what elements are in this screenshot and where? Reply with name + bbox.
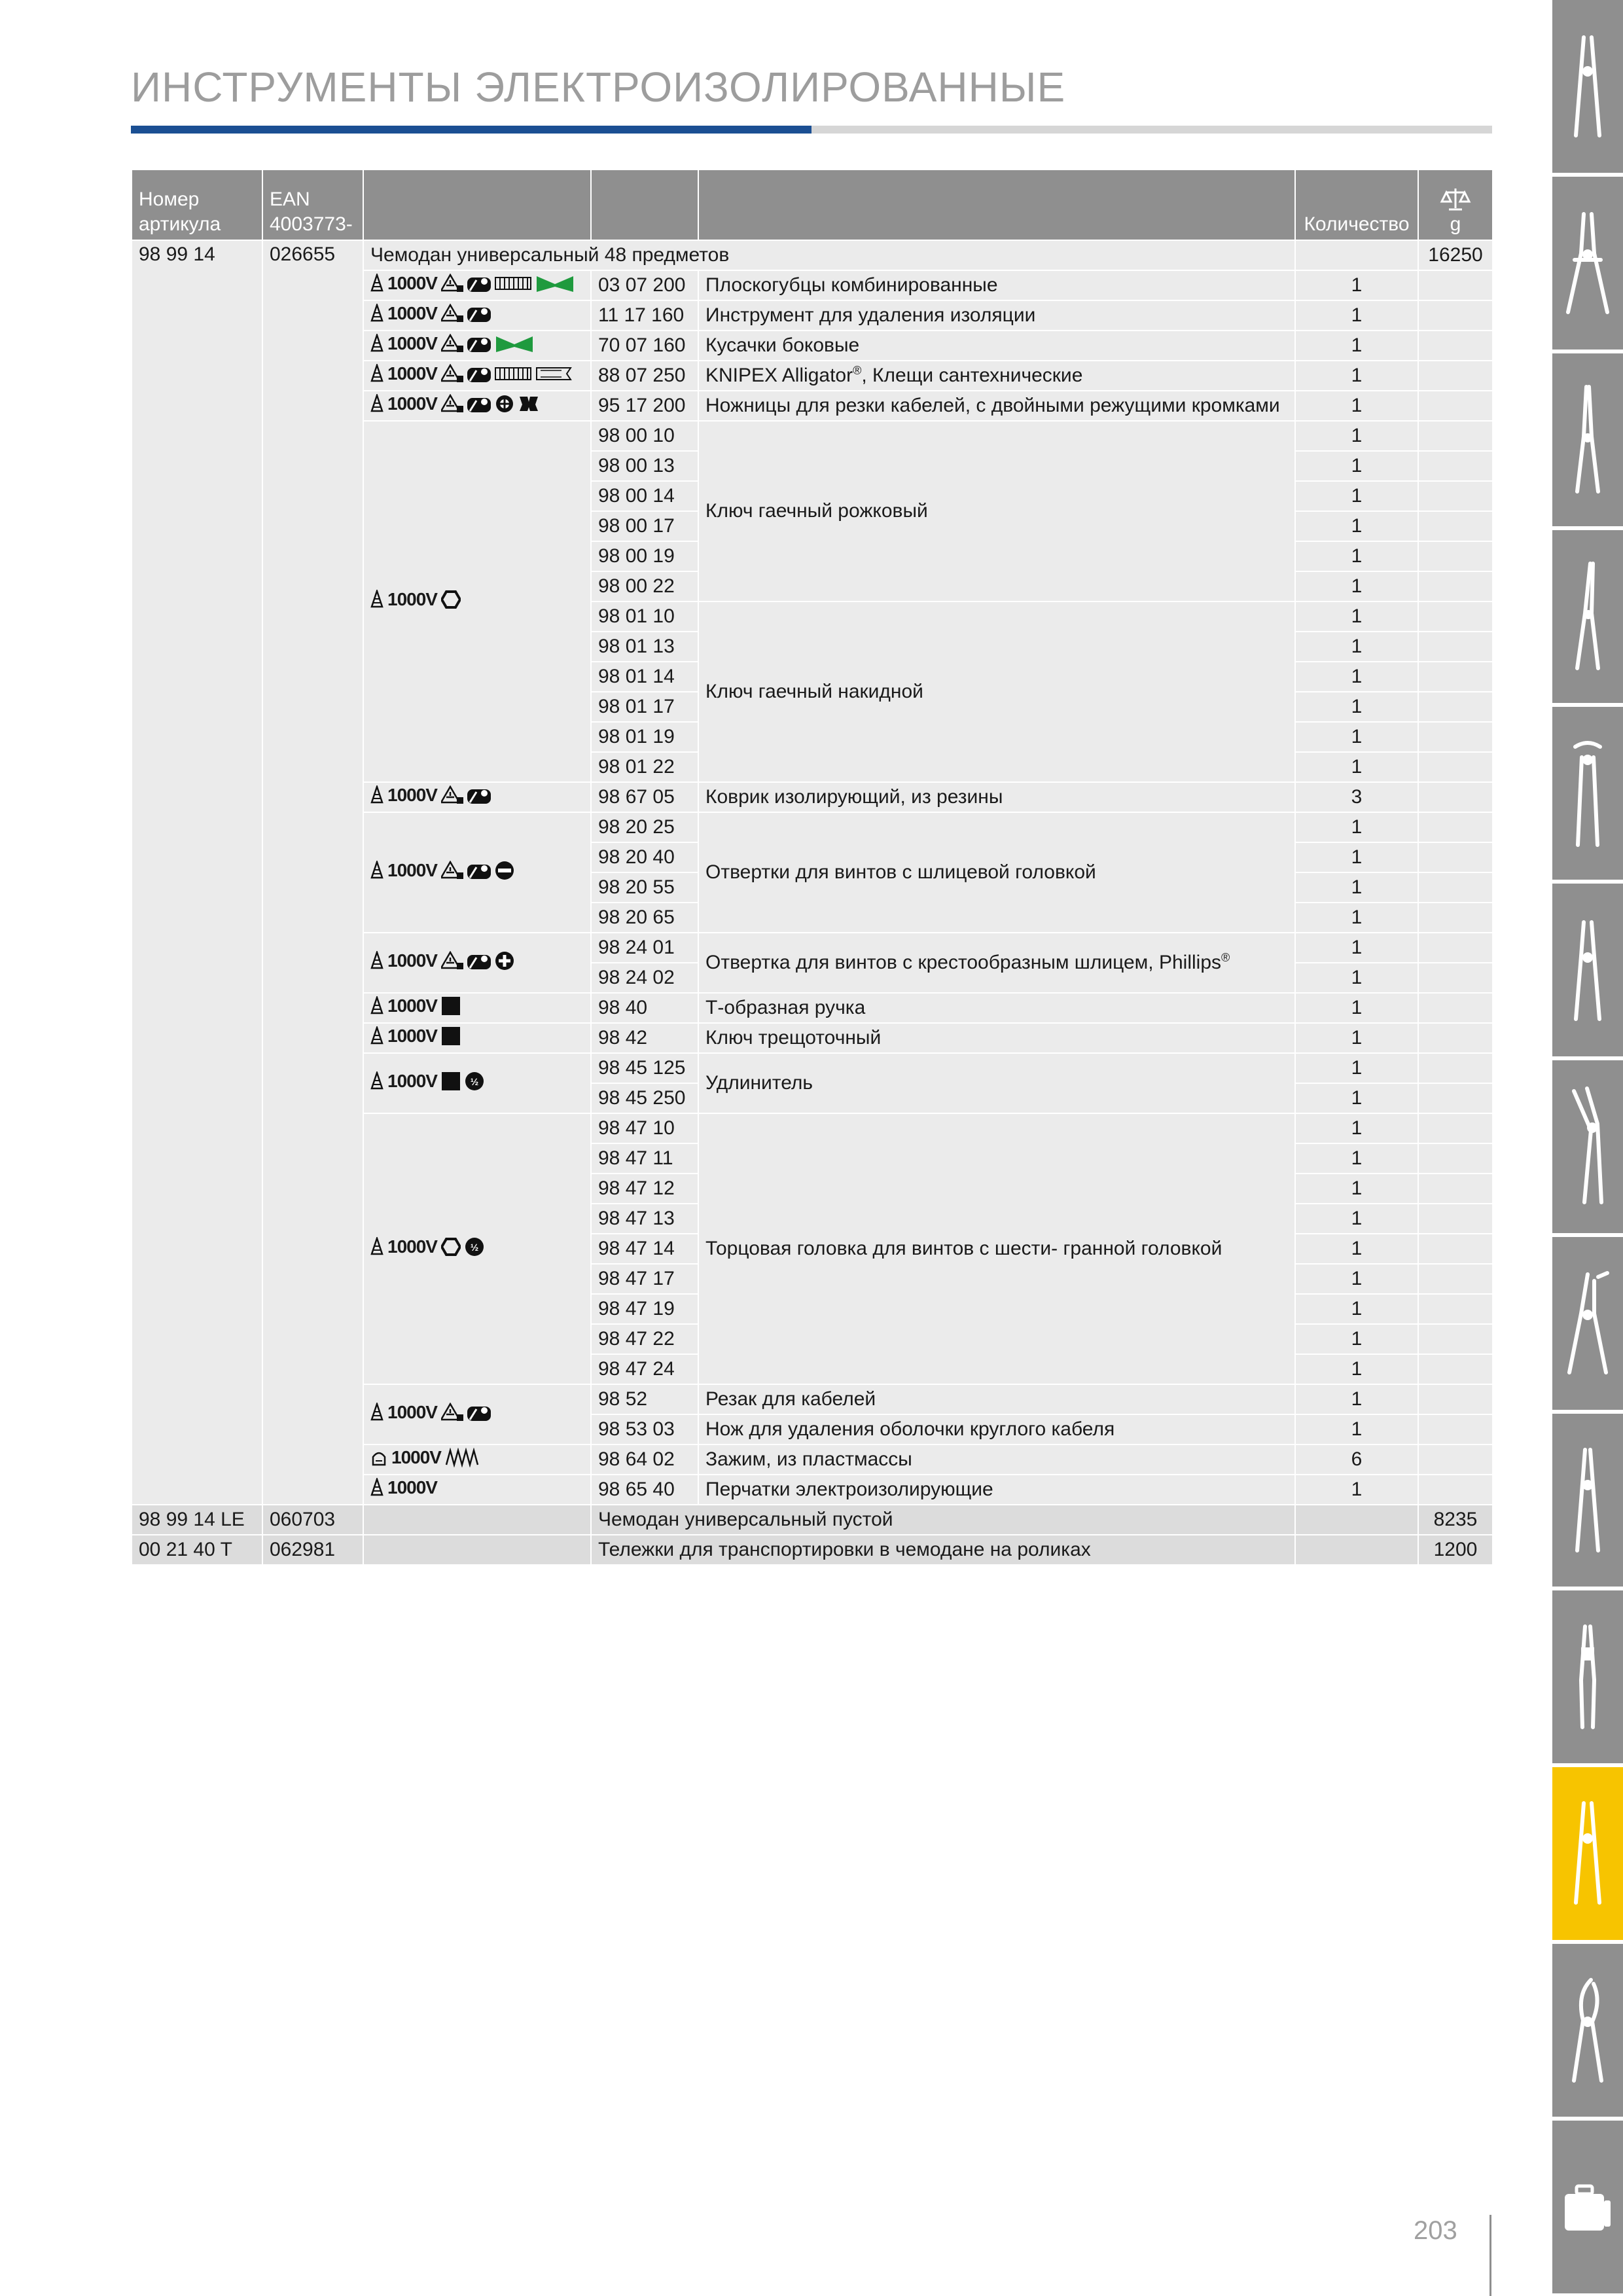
tab-end-cutters[interactable] (1552, 707, 1623, 880)
item-code: 98 47 13 (591, 1204, 698, 1234)
symbol-cell (363, 300, 591, 331)
item-code: 98 47 14 (591, 1234, 698, 1264)
item-quantity: 1 (1295, 481, 1418, 511)
item-weight (1418, 571, 1493, 601)
handle-icon (467, 785, 491, 805)
symbol-cell (363, 1505, 591, 1535)
cable-cutter-icon (1565, 1975, 1611, 2086)
item-quantity: 1 (1295, 1053, 1418, 1083)
item-code: 95 17 200 (591, 391, 698, 421)
item-code: 98 47 22 (591, 1324, 698, 1354)
square-drive-icon (441, 1026, 461, 1046)
symbol-cell (363, 933, 591, 993)
ean-number: 026655 (262, 240, 363, 1505)
item-quantity: 1 (1295, 1475, 1418, 1505)
item-description: Отвертки для винтов с шлицевой головкой (698, 812, 1295, 933)
item-description: Ножницы для резки кабелей, с двойными режущими кромками (698, 391, 1295, 421)
item-code: 98 00 22 (591, 571, 698, 601)
item-weight (1418, 993, 1493, 1023)
item-weight (1418, 300, 1493, 331)
symbol-cell (363, 812, 591, 933)
symbol-cell (363, 391, 591, 421)
item-description: Тележки для транспортировки в чемодане на роликах (591, 1535, 1295, 1565)
voltage-label: 1000V (387, 784, 437, 805)
handle-icon (467, 304, 491, 323)
item-weight (1418, 692, 1493, 722)
multi-tool-icon (1568, 1621, 1607, 1732)
symbol-cell (363, 1444, 591, 1475)
square-drive-icon (441, 1071, 461, 1091)
item-quantity: 1 (1295, 1294, 1418, 1324)
item-weight (1418, 903, 1493, 933)
item-weight (1418, 963, 1493, 993)
hex-nut-icon (441, 590, 461, 609)
item-code: 98 47 19 (591, 1294, 698, 1324)
item-description: Инструмент для удаления изоляции (698, 300, 1295, 331)
half-inch-icon (465, 1071, 484, 1091)
vde-icon (370, 1026, 383, 1046)
voltage-label: 1000V (387, 859, 437, 880)
vde-helmet-icon (370, 1448, 387, 1467)
item-weight (1418, 1294, 1493, 1324)
item-code: 98 01 22 (591, 752, 698, 782)
item-quantity: 1 (1295, 601, 1418, 632)
item-code: 98 47 17 (591, 1264, 698, 1294)
item-description: Нож для удаления оболочки круглого кабеля (698, 1414, 1295, 1444)
item-quantity: 1 (1295, 1143, 1418, 1174)
item-weight (1418, 541, 1493, 571)
item-description: Коврик изолирующий, из резины (698, 782, 1295, 812)
symbol-cell (363, 993, 591, 1023)
weight-cell: 16250 (1418, 240, 1493, 270)
item-code: 98 42 (591, 1023, 698, 1053)
item-code: 98 47 24 (591, 1354, 698, 1384)
item-code: 98 47 10 (591, 1113, 698, 1143)
item-description: KNIPEX Alligator®, Клещи сантехнические (698, 361, 1295, 391)
item-description: Перчатки электроизолирующие (698, 1475, 1295, 1505)
title-rule-grey (812, 126, 1492, 134)
header-article: Номер артикула (132, 170, 262, 240)
item-quantity: 1 (1295, 1324, 1418, 1354)
item-quantity: 1 (1295, 963, 1418, 993)
item-code: 98 53 03 (591, 1414, 698, 1444)
item-description: Т-образная ручка (698, 993, 1295, 1023)
item-quantity: 1 (1295, 1174, 1418, 1204)
item-quantity: 1 (1295, 993, 1418, 1023)
item-weight (1418, 511, 1493, 541)
set-description: Чемодан универсальный 48 предметов (363, 240, 1295, 270)
item-weight (1418, 421, 1493, 451)
insulated-warning-icon (441, 861, 463, 880)
table-row-main (132, 240, 1493, 270)
item-code: 70 07 160 (591, 331, 698, 361)
header-symbols (363, 170, 591, 240)
item-quantity: 1 (1295, 872, 1418, 903)
item-description: Отвертка для винтов с крестообразным шлицем, Phillips® (698, 933, 1295, 993)
header-description (698, 170, 1295, 240)
item-quantity: 1 (1295, 541, 1418, 571)
voltage-label: 1000V (387, 363, 437, 384)
vde-icon (370, 1478, 383, 1498)
item-quantity: 1 (1295, 361, 1418, 391)
symbol-cell (363, 421, 591, 782)
cutter-icon (518, 394, 539, 414)
header-ean: EAN 4003773- (262, 170, 363, 240)
vde-icon (370, 364, 383, 384)
item-code: 98 67 05 (591, 782, 698, 812)
item-description: Кусачки боковые (698, 331, 1295, 361)
insulated-warning-icon (441, 334, 463, 353)
tab-combination-pliers[interactable] (1552, 0, 1623, 173)
header-quantity: Количество (1295, 170, 1418, 240)
voltage-label: 1000V (387, 393, 437, 414)
item-weight (1418, 632, 1493, 662)
item-quantity: 1 (1295, 662, 1418, 692)
pliers-icon (1568, 31, 1607, 142)
item-code: 98 00 14 (591, 481, 698, 511)
phillips-screw-icon (495, 951, 514, 971)
item-weight (1418, 812, 1493, 842)
vde-icon (370, 785, 383, 805)
item-weight (1418, 1174, 1493, 1204)
voltage-label: 1000V (387, 1401, 437, 1422)
item-weight (1418, 1444, 1493, 1475)
item-code: 98 20 25 (591, 812, 698, 842)
tab-bent-nose-pliers[interactable] (1552, 530, 1623, 703)
item-weight (1418, 1414, 1493, 1444)
hex-nut-icon (441, 1237, 461, 1257)
item-weight (1418, 270, 1493, 300)
item-weight (1418, 1234, 1493, 1264)
item-quantity: 1 (1295, 933, 1418, 963)
voltage-label: 1000V (387, 1025, 437, 1046)
item-weight (1418, 451, 1493, 481)
voltage-label: 1000V (387, 950, 437, 971)
item-quantity: 1 (1295, 451, 1418, 481)
item-code: 98 01 17 (591, 692, 698, 722)
tab-tool-cases[interactable] (1552, 2121, 1623, 2293)
diagonal-cutter-icon (1568, 914, 1607, 1026)
symbol-cell (363, 270, 591, 300)
symbol-cell (363, 1113, 591, 1384)
insulated-pliers-icon (1568, 1798, 1607, 1909)
item-weight (1418, 481, 1493, 511)
zigzag-icon (445, 1448, 482, 1467)
vde-icon (370, 1071, 383, 1091)
insulated-warning-icon (441, 304, 463, 323)
title-rule-blue (131, 126, 812, 134)
handle-icon (467, 364, 491, 384)
handle-icon (467, 274, 491, 293)
item-code: 98 00 13 (591, 451, 698, 481)
item-weight (1418, 1204, 1493, 1234)
voltage-label: 1000V (387, 1477, 437, 1498)
item-code: 98 20 40 (591, 842, 698, 872)
item-code: 11 17 160 (591, 300, 698, 331)
item-code: 98 45 125 (591, 1053, 698, 1083)
item-description: Чемодан универсальный пустой (591, 1505, 1295, 1535)
item-description: Ключ гаечный накидной (698, 601, 1295, 782)
square-drive-icon (441, 996, 461, 1016)
insulated-warning-icon (441, 785, 463, 805)
page-number: 203 (1414, 2216, 1457, 2245)
item-code: 98 24 01 (591, 933, 698, 963)
item-weight (1418, 1083, 1493, 1113)
symbol-cell (363, 361, 591, 391)
item-weight (1418, 1023, 1493, 1053)
symbol-cell (363, 1384, 591, 1444)
item-code: 98 20 65 (591, 903, 698, 933)
category-sidebar (1552, 0, 1623, 2296)
item-weight (1418, 722, 1493, 752)
item-quantity: 1 (1295, 752, 1418, 782)
crimper-icon (1561, 1268, 1614, 1379)
item-quantity: 1 (1295, 270, 1418, 300)
item-weight (1418, 1384, 1493, 1414)
item-quantity: 1 (1295, 632, 1418, 662)
article-number: 00 21 40 T (132, 1535, 262, 1565)
item-weight (1418, 1264, 1493, 1294)
item-weight (1418, 391, 1493, 421)
ean-number: 062981 (262, 1535, 363, 1565)
item-weight (1418, 601, 1493, 632)
item-quantity: 1 (1295, 1354, 1418, 1384)
tab-water-pump-pliers[interactable] (1552, 1060, 1623, 1233)
item-quantity: 3 (1295, 782, 1418, 812)
vde-icon (370, 394, 383, 414)
handle-icon (467, 334, 491, 353)
item-weight (1418, 1053, 1493, 1083)
vde-icon (370, 1403, 383, 1422)
bent-nose-pliers-icon (1568, 561, 1607, 672)
handle-icon (467, 394, 491, 414)
item-code: 98 47 11 (591, 1143, 698, 1174)
table-row-accessory (132, 1505, 1493, 1535)
scale-icon (1440, 186, 1471, 212)
item-code: 03 07 200 (591, 270, 698, 300)
page-number-divider (1489, 2215, 1491, 2296)
item-description: Ключ трещоточный (698, 1023, 1295, 1053)
item-code: 98 01 10 (591, 601, 698, 632)
item-quantity: 1 (1295, 391, 1418, 421)
page-title: ИНСТРУМЕНТЫ ЭЛЕКТРОИЗОЛИРОВАННЫЕ (131, 63, 1066, 111)
article-number: 98 99 14 (132, 240, 262, 1505)
voltage-label: 1000V (387, 995, 437, 1016)
vde-icon (370, 1237, 383, 1257)
item-weight (1418, 1143, 1493, 1174)
item-code: 98 45 250 (591, 1083, 698, 1113)
symbol-cell (363, 782, 591, 812)
ean-number: 060703 (262, 1505, 363, 1535)
tab-diagonal-cutters[interactable] (1552, 884, 1623, 1056)
item-quantity: 1 (1295, 1234, 1418, 1264)
item-code: 98 52 (591, 1384, 698, 1414)
vde-icon (370, 951, 383, 971)
vde-icon (370, 334, 383, 353)
item-code: 98 24 02 (591, 963, 698, 993)
item-quantity: 1 (1295, 1023, 1418, 1053)
water-pump-pliers-icon (1565, 1085, 1611, 1209)
symbol-cell (363, 331, 591, 361)
voltage-label: 1000V (387, 1070, 437, 1091)
quantity-cell (1295, 240, 1418, 270)
item-quantity: 1 (1295, 421, 1418, 451)
grip-icon (495, 274, 531, 293)
grip-icon (495, 364, 531, 384)
item-description: Резак для кабелей (698, 1384, 1295, 1414)
vde-icon (370, 861, 383, 880)
jaw-outline-icon (535, 364, 572, 384)
item-quantity: 1 (1295, 571, 1418, 601)
item-weight (1418, 872, 1493, 903)
item-weight (1418, 662, 1493, 692)
green-jaw-icon (535, 274, 575, 293)
tab-long-nose-pliers[interactable] (1552, 353, 1623, 526)
tab-special-pliers[interactable] (1552, 1414, 1623, 1587)
item-quantity: 1 (1295, 1264, 1418, 1294)
handle-icon (467, 861, 491, 880)
vde-icon (370, 304, 383, 323)
item-quantity: 1 (1295, 1204, 1418, 1234)
insulated-warning-icon (441, 951, 463, 971)
item-weight (1418, 933, 1493, 963)
item-quantity: 1 (1295, 903, 1418, 933)
insulated-warning-icon (441, 394, 463, 414)
voltage-label: 1000V (387, 272, 437, 293)
item-quantity: 1 (1295, 722, 1418, 752)
insulated-warning-icon (441, 274, 463, 293)
item-code: 98 01 19 (591, 722, 698, 752)
half-inch-icon (465, 1237, 484, 1257)
symbol-cell (363, 1535, 591, 1565)
item-quantity: 1 (1295, 1384, 1418, 1414)
green-jaw-icon (495, 334, 534, 353)
item-weight: 8235 (1418, 1505, 1493, 1535)
item-code: 98 01 13 (591, 632, 698, 662)
end-cutter-icon (1565, 738, 1611, 849)
voltage-label: 1000V (387, 302, 437, 323)
item-description: Удлинитель (698, 1053, 1295, 1113)
tab-multi-tool[interactable] (1552, 1590, 1623, 1763)
long-nose-pliers-icon (1568, 384, 1607, 495)
gear-icon (495, 394, 514, 414)
item-quantity: 1 (1295, 331, 1418, 361)
item-description: Зажим, из пластмассы (698, 1444, 1295, 1475)
symbol-cell (363, 1053, 591, 1113)
voltage-label: 1000V (387, 332, 437, 353)
item-weight (1418, 1324, 1493, 1354)
item-code: 98 47 12 (591, 1174, 698, 1204)
item-quantity (1295, 1505, 1418, 1535)
stripper-icon (1561, 207, 1614, 319)
item-quantity: 1 (1295, 300, 1418, 331)
item-quantity (1295, 1535, 1418, 1565)
item-code: 98 20 55 (591, 872, 698, 903)
table-header-row (132, 170, 1493, 240)
article-number: 98 99 14 LE (132, 1505, 262, 1535)
item-code: 98 00 19 (591, 541, 698, 571)
table-row-accessory (132, 1535, 1493, 1565)
product-table (131, 169, 1493, 1566)
voltage-label: 1000V (387, 588, 437, 609)
insulated-warning-icon (441, 1403, 463, 1422)
tool-case-icon (1558, 2174, 1617, 2240)
vde-icon (370, 996, 383, 1016)
item-code: 98 65 40 (591, 1475, 698, 1505)
item-weight (1418, 842, 1493, 872)
header-weight: g (1418, 170, 1493, 240)
vde-icon (370, 590, 383, 609)
item-quantity: 6 (1295, 1444, 1418, 1475)
item-code: 98 00 17 (591, 511, 698, 541)
item-weight (1418, 1113, 1493, 1143)
tab-insulated-tools[interactable] (1552, 1767, 1623, 1940)
item-code: 98 40 (591, 993, 698, 1023)
voltage-label: 1000V (391, 1446, 441, 1467)
item-quantity: 1 (1295, 842, 1418, 872)
handle-icon (467, 951, 491, 971)
item-code: 98 01 14 (591, 662, 698, 692)
tab-stripping-pliers[interactable] (1552, 177, 1623, 350)
item-description: Плоскогубцы комбинированные (698, 270, 1295, 300)
item-quantity: 1 (1295, 1113, 1418, 1143)
item-quantity: 1 (1295, 692, 1418, 722)
item-weight (1418, 1354, 1493, 1384)
item-code: 98 00 10 (591, 421, 698, 451)
item-quantity: 1 (1295, 511, 1418, 541)
item-quantity: 1 (1295, 1083, 1418, 1113)
handle-icon (467, 1403, 491, 1422)
item-quantity: 1 (1295, 1414, 1418, 1444)
tab-cable-cutters[interactable] (1552, 1944, 1623, 2117)
item-weight (1418, 752, 1493, 782)
item-weight: 1200 (1418, 1535, 1493, 1565)
symbol-cell (363, 1475, 591, 1505)
item-weight (1418, 361, 1493, 391)
item-weight (1418, 331, 1493, 361)
vde-icon (370, 274, 383, 293)
item-description: Ключ гаечный рожковый (698, 421, 1295, 601)
special-pliers-icon (1568, 1444, 1607, 1556)
slotted-screw-icon (495, 861, 514, 880)
item-weight (1418, 1475, 1493, 1505)
voltage-label: 1000V (387, 1236, 437, 1257)
item-description: Торцовая головка для винтов с шести- гранной головкой (698, 1113, 1295, 1384)
item-quantity: 1 (1295, 812, 1418, 842)
insulated-warning-icon (441, 364, 463, 384)
symbol-cell (363, 1023, 591, 1053)
item-code: 88 07 250 (591, 361, 698, 391)
tab-crimping-pliers[interactable] (1552, 1237, 1623, 1410)
item-code: 98 64 02 (591, 1444, 698, 1475)
header-code (591, 170, 698, 240)
item-weight (1418, 782, 1493, 812)
